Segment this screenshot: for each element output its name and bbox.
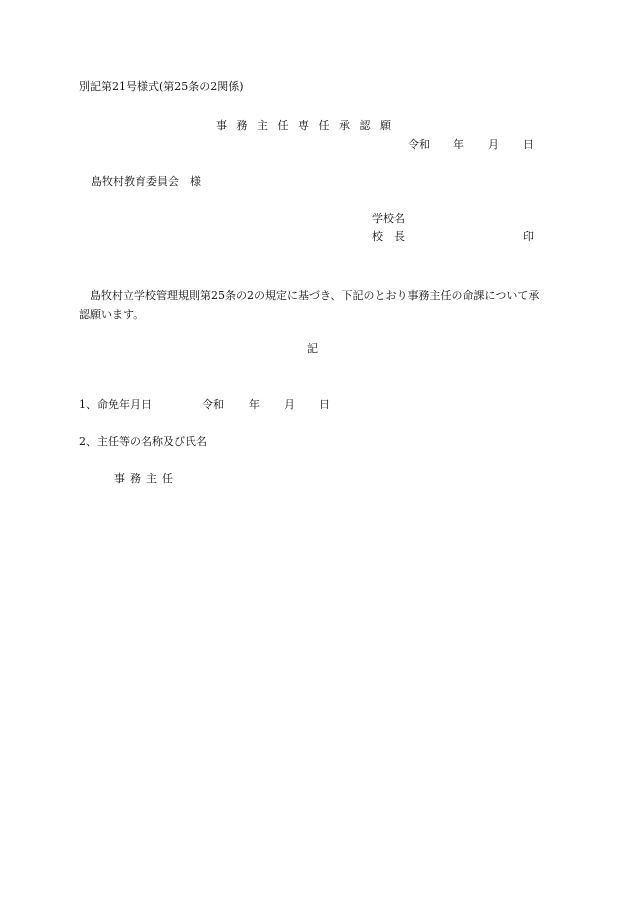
addressee: 島牧村教育委員会 様 — [91, 175, 201, 188]
date-month: 月 — [488, 138, 499, 151]
item-1-day: 日 — [319, 398, 330, 411]
position-name: 事務主任 — [114, 472, 178, 485]
date-year: 年 — [453, 138, 464, 151]
item-1-era: 令和 — [202, 398, 224, 411]
principal-label: 校 長 — [372, 230, 405, 243]
date-era: 令和 — [408, 138, 430, 151]
item-1-year: 年 — [249, 398, 260, 411]
item-2-label: 2、主任等の名称及び氏名 — [79, 435, 207, 448]
school-name-label: 学校名 — [372, 212, 405, 225]
date-day: 日 — [523, 138, 534, 151]
item-1-label: 1、命免年月日 — [79, 398, 152, 411]
body-paragraph: 島牧村立学校管理規則第25条の2の規定に基づき、下記のとおり事務主任の命課について承認願います。 — [79, 289, 540, 321]
item-1-month: 月 — [284, 398, 295, 411]
document-title: 事務主任専任承認願 — [216, 119, 401, 132]
ki-heading: 記 — [307, 342, 318, 355]
form-label: 別記第21号様式(第25条の2関係) — [79, 80, 244, 93]
seal-mark: 印 — [523, 230, 534, 243]
